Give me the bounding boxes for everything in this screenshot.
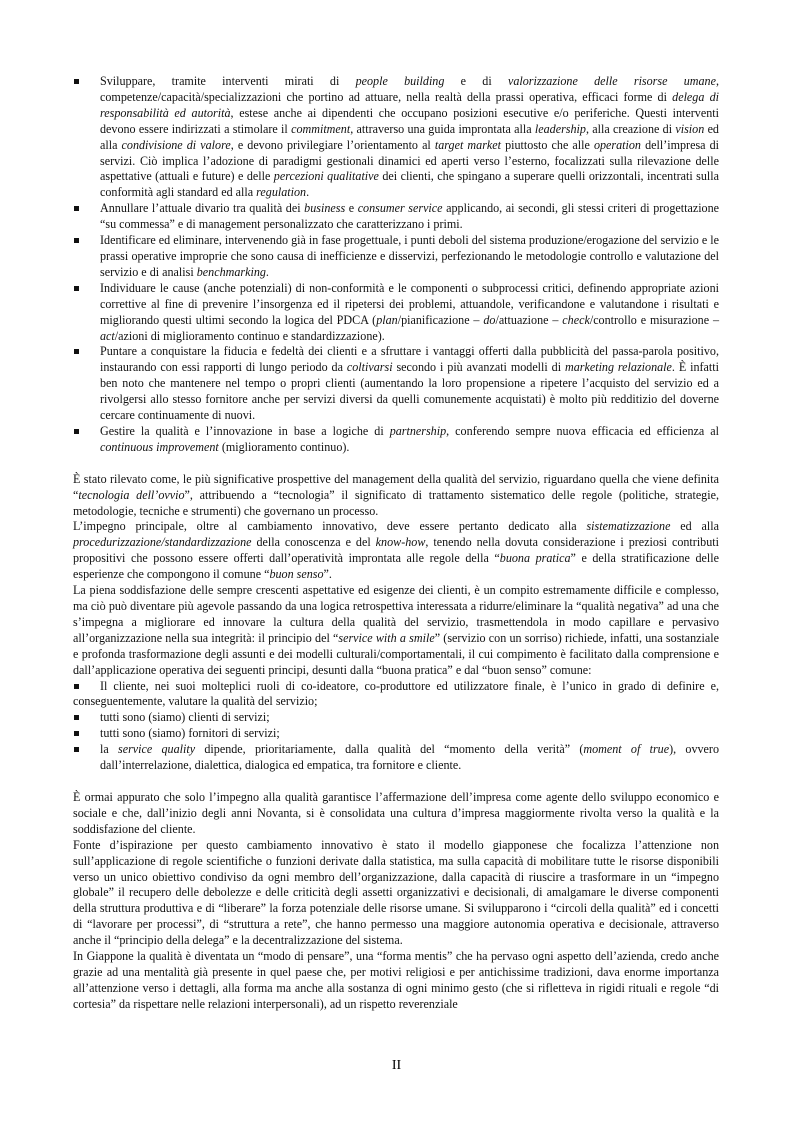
text-run: ”, attribuendo a “tecnologia” il significato di trattamento sistematico delle regole (politiche, strategie, metodologie, tecniche e strumenti) che governano un processo.	[73, 487, 719, 518]
bullet-item	[73, 679, 719, 711]
text-run: , estese anche ai dipendenti che occupano posizioni esecutive e/o periferiche. Questi interventi devono essere indirizzati a stimolare il	[100, 105, 719, 136]
bullet-item	[73, 344, 719, 424]
italic-term: buon senso	[269, 567, 324, 582]
spacer	[73, 774, 719, 790]
bullet-list-strategies	[73, 74, 719, 456]
italic-term: valorizzazione delle risorse umane	[507, 74, 716, 88]
text-run: Identificare ed eliminare, intervenendo già in fase progettuale, i punti deboli del sistema produzione/erogazione del servizio e le prassi operative improprie che sono causa di inefficienze e disservizi, perfezionando le metodologie controllo e valutazione del servizio e di analisi	[100, 233, 719, 279]
text-run: ed alla	[670, 519, 720, 534]
italic-term: sistematizzazione	[586, 519, 671, 534]
text-run: dei clienti, che spingano a superare quelli orizzontali, incentrati sulla conformità agli standard ed alla	[100, 169, 719, 200]
italic-term: service with a smile	[338, 630, 435, 645]
bullet-item	[73, 742, 719, 774]
text-run: dipende, prioritariamente, dalla qualità del “momento della verità” (	[195, 742, 584, 757]
text-run: Puntare a conquistare la fiducia e fedeltà dei clienti e a sfruttare i vantaggi offerti dalla pubblicità del passa-parola positivo, instaurando con essi rapporti di lungo periodo da	[100, 344, 719, 375]
italic-term: operation	[593, 137, 641, 152]
text-run: . È infatti ben noto che mantenere nel tempo o propri clienti (aumentando la loro propensione a ripetere l’acquisto del servizio ed a rivolgersi allo stesso fornitore anche per servizi diversi da quelli comunemente acquistati) è molto più redditizio del doverne cercare continuamente di nuovi.	[100, 360, 720, 423]
text-run: , alla creazione di	[585, 121, 676, 136]
text-run: la	[100, 742, 118, 757]
section-paragraphs-1	[73, 472, 719, 679]
italic-term: moment of true	[583, 742, 670, 757]
italic-term: partnership	[389, 423, 447, 438]
italic-term: tecnologia dell’ovvio	[78, 487, 185, 502]
text-run: In Giappone la qualità è diventata un “modo di pensare”, una “forma mentis” che ha pervaso ogni aspetto dell’azienda, credo anche grazie ad una mentalità già presente in quel paese che, per motivi religiosi e per antichissime tradizioni, dava enorme importanza all’attenzione verso i dettagli, alla forma ma anche alla sostanza di ogni minimo gesto (che si rifletteva in rigidi rituali e regole “di cortesia” da rispettare nelle relazioni interpersonali), ad un rispetto reverenziale	[73, 949, 719, 1011]
bullet-item	[73, 710, 719, 726]
text-run: /attuazione –	[495, 312, 563, 327]
text-run: ” e della stratificazione delle esperienze che compongono il comune “	[73, 551, 719, 582]
text-run: , attraverso una guida improntata alla	[350, 121, 535, 136]
spacer	[73, 456, 719, 472]
text-run: /controllo e misurazione –	[589, 312, 719, 327]
text-run: È ormai appurato che solo l’impegno alla qualità garantisce l’affermazione dell’impresa come agente dello sviluppo economico e sociale e che, dall’inizio degli anni Novanta, si è consolidata una cultura d’impresa maggiormente rivolta verso la qualità e la soddisfazione del cliente.	[73, 789, 719, 836]
bullet-item	[73, 74, 719, 201]
italic-term: check	[562, 312, 590, 327]
paragraph	[73, 949, 719, 1013]
italic-term: know-how	[375, 535, 426, 550]
italic-term: commitment	[291, 121, 351, 136]
paragraph	[73, 519, 719, 583]
paragraph	[73, 472, 719, 520]
italic-term: procedurizzazione/standardizzazione	[73, 535, 252, 550]
italic-term: people building	[355, 74, 445, 88]
text-run: È stato rilevato come, le più significative prospettive del management della qualità del servizio, riguardano quella che viene definita “	[73, 471, 719, 502]
text-run: /azioni di miglioramento continuo e standardizzazione).	[114, 328, 385, 343]
bullet-list-principles	[73, 679, 719, 774]
italic-term: act	[100, 328, 115, 343]
text-run: .	[265, 264, 269, 279]
text-run: secondo i più avanzati modelli di	[392, 360, 565, 375]
paragraph	[73, 838, 719, 949]
bullet-item	[73, 201, 719, 233]
text-run: Il cliente, nei suoi molteplici ruoli di co-ideatore, co-produttore ed utilizzatore finale, è l’unico in grado di definire e, conseguentemente, valutare la qualità del servizio;	[73, 678, 719, 709]
text-run: , conferendo sempre nuova efficacia ed efficienza al	[446, 423, 720, 438]
text-run: , e devono privilegiare l’orientamento al	[230, 137, 435, 152]
bullet-item	[73, 233, 719, 281]
italic-term: service quality	[118, 742, 196, 757]
italic-term: continuous improvement	[100, 439, 219, 454]
text-run: della conoscenza e del	[251, 535, 376, 550]
text-run: , tenendo nella dovuta considerazione i preziosi contributi propositivi che possono essere offerti dall’operatività improntata alle regole della “	[73, 535, 719, 566]
italic-term: delega di responsabilità ed autorità	[100, 89, 719, 120]
italic-term: leadership	[534, 121, 586, 136]
italic-term: buona pratica	[499, 551, 571, 566]
text-run: Fonte d’ispirazione per questo cambiamento innovativo è stato il modello giapponese che focalizza l’attenzione non sull’applicazione di regole scientifiche o funzioni derivate dalla statistica, ma sulla capacità di mobilitare tutte le risorse disponibili verso un unico obiettivo condiviso da ogni membro dell’organizzazione, dalla capacità di riuscire a trasformare in un “impegno globale” il recupero delle debolezze e delle criticità degli assetti organizzativi e decisionali, di amalgamare le diverse componenti della struttura produttiva e di “liberare” la forza potenziale delle risorse umane. Si svilupparono i “circoli della qualità” ed i concetti di “lavorare per processi”, di “struttura a rete”, che hanno permesso una maggiore autonomia operativa e decisionale, attraverso anche il “principio della delega” e la decentralizzazione del sistema.	[73, 837, 719, 948]
text-run: L’impegno principale, oltre al cambiamento innovativo, deve essere pertanto dedicato alla	[73, 519, 587, 534]
italic-term: coltivarsi	[346, 360, 393, 375]
text-run: Annullare l’attuale divario tra qualità dei	[100, 201, 305, 216]
section-paragraphs-2	[73, 790, 719, 1013]
paragraph	[73, 790, 719, 838]
text-run: .	[306, 185, 310, 200]
italic-term: marketing relazionale	[564, 360, 672, 375]
text-run: /pianificazione –	[397, 312, 484, 327]
text-run: Individuare le cause (anche potenziali) di non-conformità e le componenti o subprocessi critici, definendo appropriate azioni correttive al fine di prevenire l’insorgenza ed il ripetersi dei problemi, attuandole, verificandone e valutandone i risultati e migliorando questi ultimi secondo la logica del PDCA (	[100, 280, 719, 327]
italic-term: percezioni qualitative	[273, 169, 379, 184]
italic-term: target market	[434, 137, 502, 152]
page-number: II	[391, 1058, 402, 1073]
bullet-item	[73, 726, 719, 742]
bullet-item	[73, 281, 719, 345]
text-run: ), ovvero dall’interrelazione, dialettica, dialogica ed empatica, tra fornitore e cliente.	[100, 742, 719, 773]
text-run: ”.	[323, 567, 332, 582]
italic-term: do	[483, 312, 496, 327]
text-run: e	[345, 201, 358, 216]
text-run: tutti sono (siamo) clienti di servizi;	[100, 710, 270, 725]
italic-term: vision	[675, 121, 705, 136]
text-run: applicando, ai secondi, gli stessi criteri di progettazione “su commessa” e di management personalizzato che caratterizzano i primi.	[100, 201, 720, 232]
italic-term: business	[304, 201, 346, 216]
text-run: ” (servizio con un sorriso) richiede, infatti, una sostanziale e profonda trasformazione degli assunti e dei modelli culturali/comportamentali, il cui compimento è facilitato dalla comprensione e dall’applicazione operativa dei seguenti principi, desunti dalla “buona pratica” e dal “buon senso” comune:	[73, 630, 719, 677]
italic-term: plan	[376, 312, 398, 327]
text-run: Sviluppare, tramite interventi mirati di	[100, 74, 356, 88]
text-run: Gestire la qualità e l’innovazione in base a logiche di	[100, 423, 390, 438]
text-run: dell’impresa di servizi. Ciò implica l’adozione di paradigmi gestionali dinamici ed aperti verso l’esterno, focalizzati sulla rilevazione delle aspettative (attuali e future) e delle	[100, 137, 720, 184]
document-page	[73, 74, 719, 1013]
text-run: tutti sono (siamo) fornitori di servizi;	[100, 726, 280, 741]
text-run: piuttosto che alle	[501, 137, 594, 152]
bullet-item	[73, 424, 719, 456]
paragraph	[73, 583, 719, 678]
text-run: , competenze/capacità/specializzazioni che portino ad attuare, nella realtà della prassi operativa, efficaci forme di	[100, 74, 719, 104]
italic-term: regulation	[256, 185, 307, 200]
text-run: (miglioramento continuo).	[218, 439, 350, 454]
text-run: La piena soddisfazione delle sempre crescenti aspettative ed esigenze dei clienti, è un compito estremamente difficile e complesso, ma ciò può diventare più agevole passando da una logica retrospettiva interessata a ridurre/eliminare la “qualità negativa” ad una che s’impegna a migliorare ed innovare la cultura della qualità del servizio, trasmettendola in modo capillare e pervasivo all’organizzazione nella sua integrità: il principio del “	[73, 583, 719, 645]
text-run: e di	[444, 74, 508, 88]
italic-term: benchmarking	[196, 264, 266, 279]
text-run: ed alla	[100, 121, 719, 152]
italic-term: condivisione di valore	[121, 137, 231, 152]
italic-term: consumer service	[357, 201, 443, 216]
